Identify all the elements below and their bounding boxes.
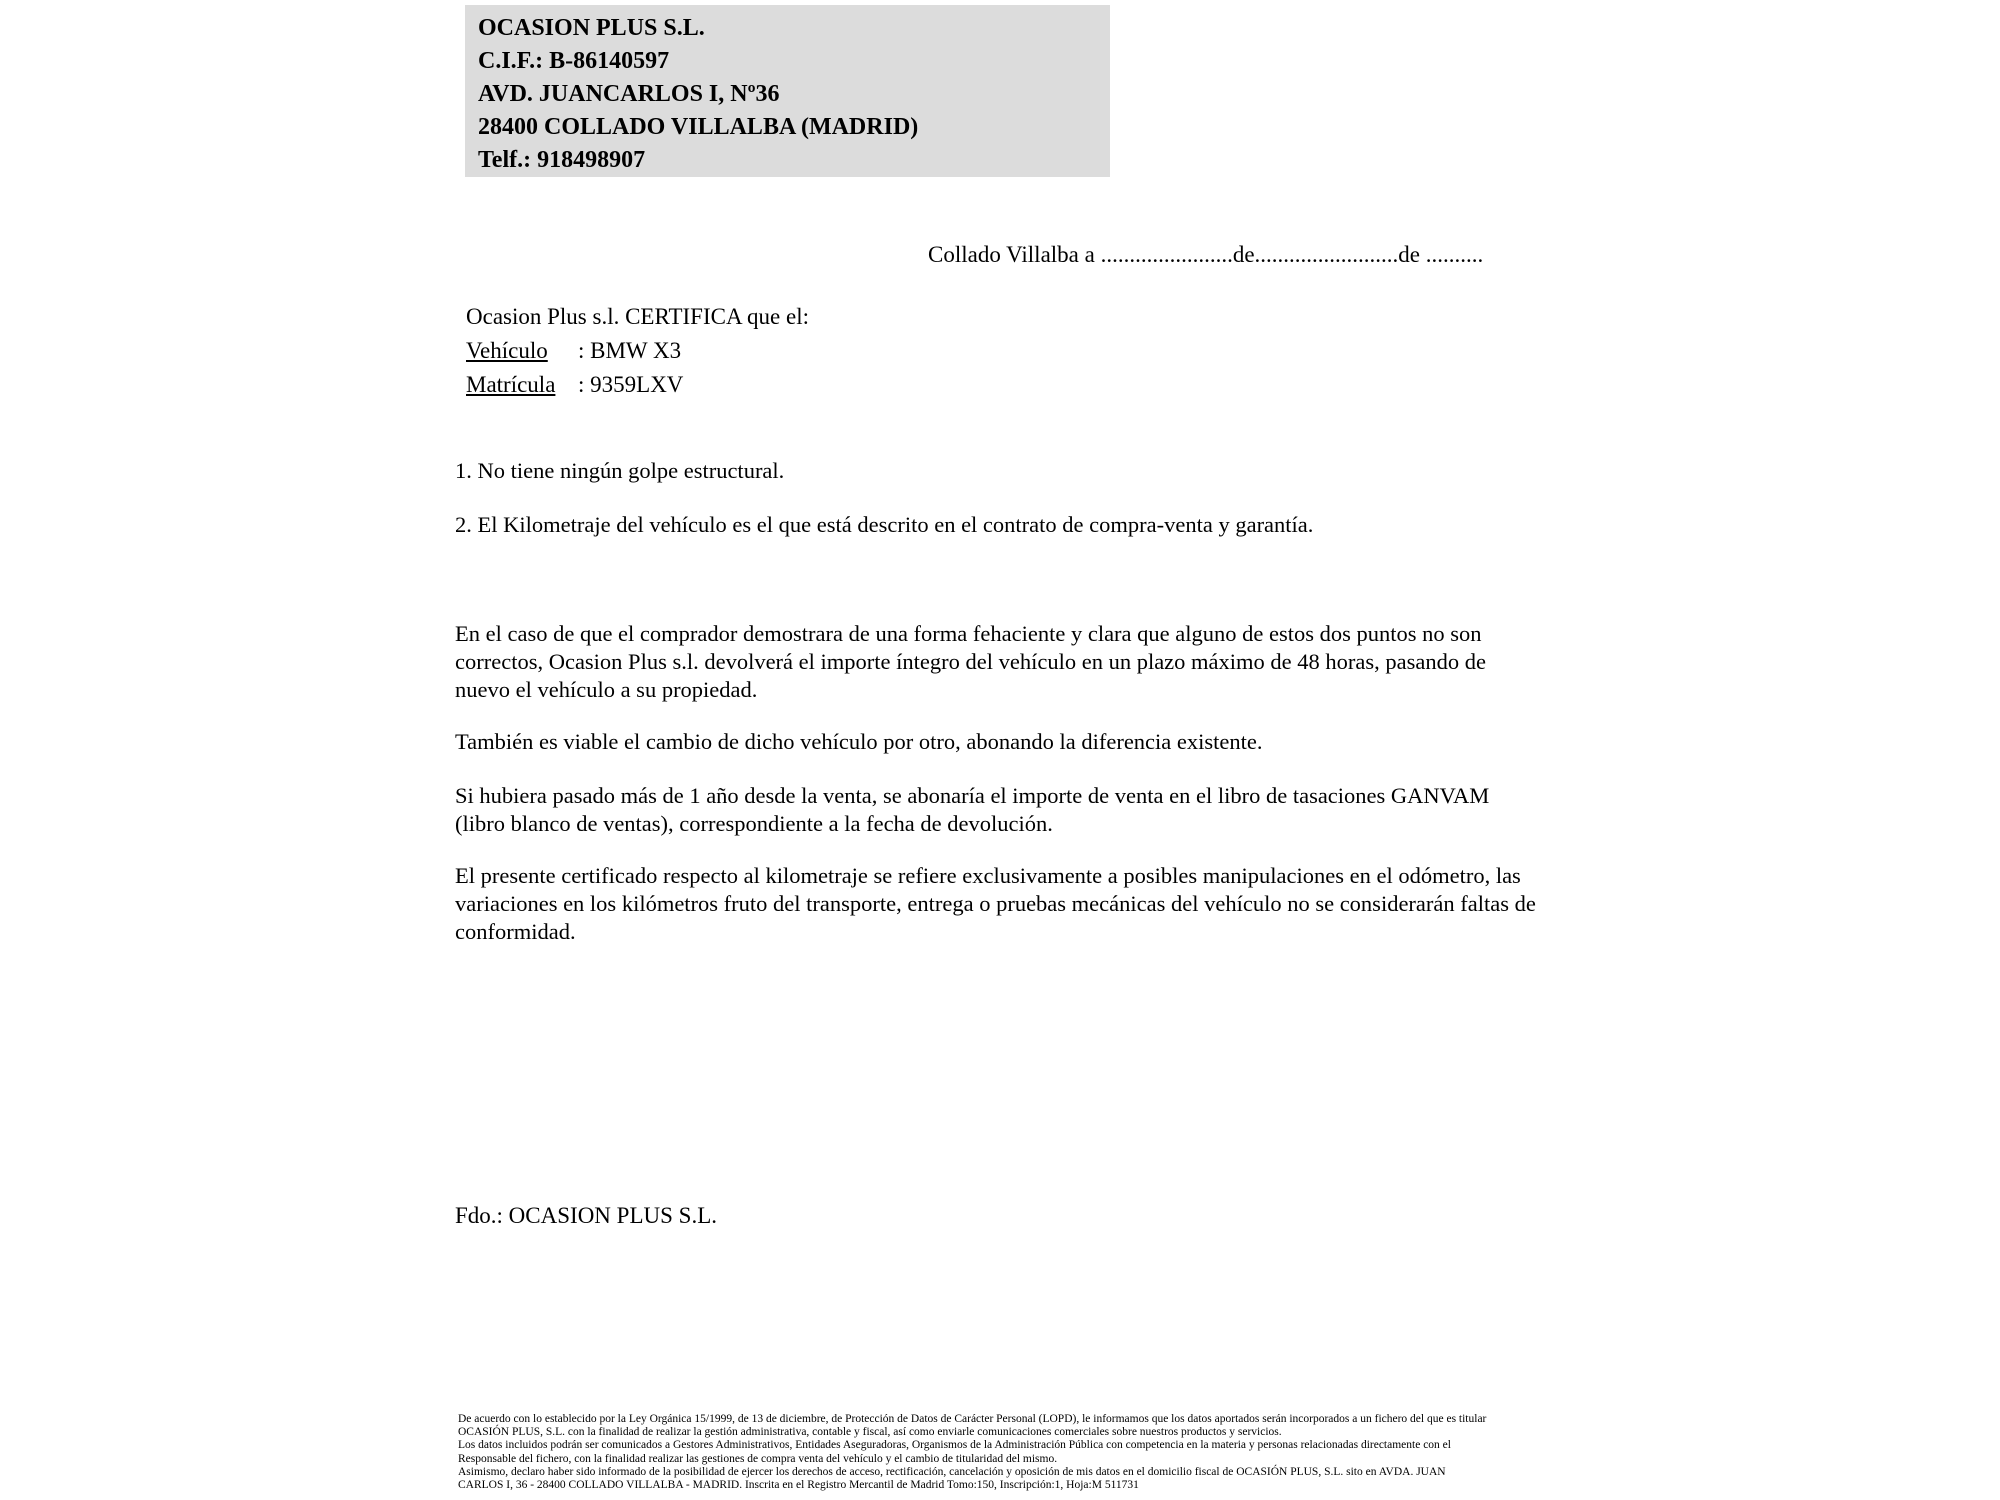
company-cif: C.I.F.: B-86140597: [478, 48, 670, 74]
condition-point-2: 2. El Kilometraje del vehículo es el que está descrito en el contrato de compra-venta y garantía.: [455, 512, 1314, 537]
footer-line-4: Responsable del fichero, con la finalidad realizar las gestiones de compra venta del vehículo y el cambio de titularidad del mismo.: [458, 1452, 1058, 1465]
footer-line-5: Asimismo, declaro haber sido informado de la posibilidad de ejercer los derechos de acceso, rectificación, cancelación y oposición de mis datos en el domicilio fiscal de OCASIÓN PLUS, S.L. sito en AVDA. JUAN: [458, 1465, 1446, 1478]
vehicle-row: [466, 334, 809, 368]
exchange-paragraph: También es viable el cambio de dicho vehículo por otro, abonando la diferencia existente.: [455, 729, 1263, 754]
signature-line: Fdo.: OCASION PLUS S.L.: [455, 1203, 717, 1228]
date-place-line: Collado Villalba a .......................de.........................de ..........: [928, 242, 1484, 267]
footer-line-6: CARLOS I, 36 - 28400 COLLADO VILLALBA - MADRID. Inscrita en el Registro Mercantil de Madrid Tomo:150, Inscripción:1, Hoja:M 511731: [458, 1479, 1139, 1492]
plate-label: Matrícula: [466, 372, 556, 397]
footer-line-2: OCASIÓN PLUS, S.L. con la finalidad de realizar la gestión administrativa, contable y fiscal, así como enviarle comunicaciones comerciales sobre nuestros productos y servicios.: [458, 1426, 1282, 1439]
vehicle-value: : BMW X3: [578, 338, 682, 363]
plate-value: : 9359LXV: [578, 372, 684, 397]
ganvam-paragraph: Si hubiera pasado más de 1 año desde la venta, se abonaría el importe de venta en el libro de tasaciones GANVAM (libro blanco de ventas), correspondiente a la fecha de devolución.: [455, 783, 1490, 836]
certification-intro: Ocasion Plus s.l. CERTIFICA que el:: [466, 304, 809, 329]
company-header-box: [465, 5, 1110, 177]
condition-point-1: 1. No tiene ningún golpe estructural.: [455, 458, 785, 483]
plate-row: [466, 368, 809, 402]
footer-line-3: Los datos incluidos podrán ser comunicados a Gestores Administrativos, Entidades Aseguradoras, Organismos de la Administración Pública con competencia en la materia y personas relacionadas directamente con el: [458, 1439, 1451, 1452]
refund-paragraph: En el caso de que el comprador demostrara de una forma fehaciente y clara que alguno de estos dos puntos no son correctos, Ocasion Plus s.l. devolverá el importe íntegro del vehículo en un plazo máximo de 48 horas, pasando de nuevo el vehículo a su propiedad.: [455, 621, 1486, 702]
certification-block: [466, 300, 809, 402]
vehicle-label: Vehículo: [466, 338, 548, 363]
company-phone: Telf.: 918498907: [478, 147, 646, 173]
company-city: 28400 COLLADO VILLALBA (MADRID): [478, 114, 919, 140]
company-address: AVD. JUANCARLOS I, Nº36: [478, 81, 780, 107]
company-name: OCASION PLUS S.L.: [478, 15, 705, 41]
legal-footer: [458, 1413, 1486, 1492]
footer-line-1: De acuerdo con lo establecido por la Ley Orgánica 15/1999, de 13 de diciembre, de Protección de Datos de Carácter Personal (LOPD), le informamos que los datos aportados serán incorporados a un fichero del que es titular: [458, 1413, 1487, 1425]
odometer-disclaimer-paragraph: El presente certificado respecto al kilometraje se refiere exclusivamente a posibles manipulaciones en el odómetro, las variaciones en los kilómetros fruto del transporte, entrega o pruebas mecánicas del vehículo no se considerarán faltas de conformidad.: [455, 863, 1536, 944]
